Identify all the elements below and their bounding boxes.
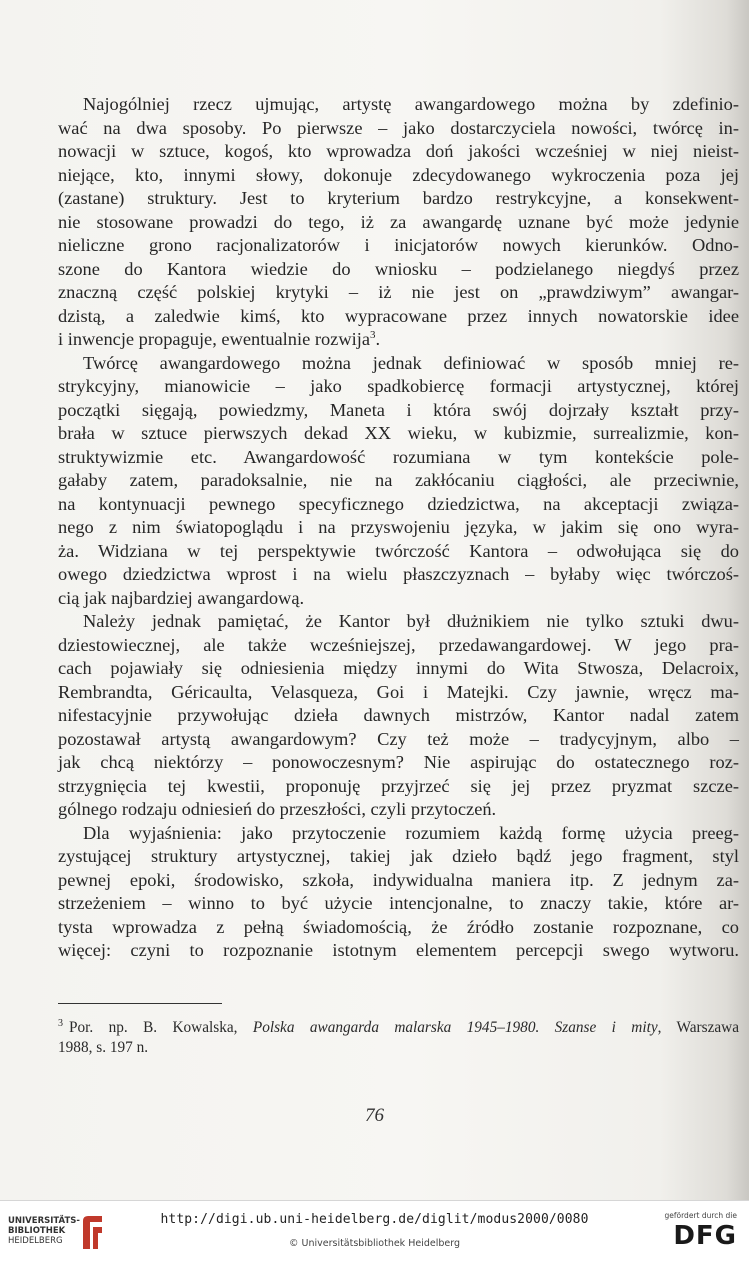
- text-line: pozostawał artystą awangardowym? Czy też może – tradycyjnym, albo –: [58, 728, 739, 749]
- permalink-url[interactable]: http://digi.ub.uni-heidelberg.de/diglit/modus2000/0080: [160, 1212, 589, 1227]
- page-number: 76: [365, 1105, 384, 1126]
- text-line: strzeżeniem – winno to być użycie intencjonalne, to znaczy takie, które ar-: [58, 893, 739, 913]
- text-line: strykcyjny, mianowicie – jako spadkobiercę formacji artystycznej, której: [58, 376, 739, 396]
- footnote-title: Polska awangarda malarska 1945–1980. Szanse i mity: [252, 1019, 658, 1036]
- text-line: struktywizmie etc. Awangardowość rozumiana w tym kontekście pole-: [58, 446, 739, 467]
- text-line: jak chcą niektórzy – ponowoczesnym? Nie aspirując do ostatecznego roz-: [58, 752, 739, 772]
- text-line: nowacji w sztuce, kogoś, kto wprowadza doń jakości wcześniej w niej nieist-: [58, 141, 739, 161]
- dfg-logo[interactable]: [657, 1209, 737, 1257]
- text-line: na kontynuacji pewnego specyficznego dziedzictwa, na akceptacji związa-: [58, 493, 739, 514]
- text-line: dziestowiecznej, ale także wcześniejszej, przedawangardowej. W jego pra-: [58, 634, 739, 655]
- text-line: tysta wprowadza z pełną świadomością, że źródło zostanie rozpoznane, co: [58, 916, 739, 937]
- text-line: Należy jednak pamiętać, że Kantor był dłużnikiem nie tylko sztuki dwu-: [83, 611, 739, 631]
- text-line: Dla wyjaśnienia: jako przytoczenie rozumiem każdą formę użycia preeg-: [83, 822, 739, 843]
- text-line: ża. Widziana w tej perspektywie twórczość Kantora – odwołująca się do: [58, 540, 739, 561]
- paragraph: [58, 352, 739, 611]
- text-line: gałaby zatem, paradoksalnie, nie na zakłócaniu ciągłości, ale przeciwnie,: [58, 470, 739, 490]
- text-line: strzygnięcia tej kwestii, proponuję przyjrzeć się jej przez pryzmat szcze-: [58, 775, 739, 796]
- copyright-notice: © Universitätsbibliothek Heidelberg: [288, 1238, 460, 1249]
- text-line: nego z nim światopoglądu i na przyswojeniu języka, w jakim się ono wyra-: [58, 517, 739, 537]
- text-line: (zastane) struktury. Jest to kryterium bardzo restrykcyjne, a konsekwent-: [58, 188, 739, 208]
- viewer-footer: [0, 1200, 749, 1261]
- text-line: nieliczne grono racjonalizatorów i inicjatorów nowych kierunków. Odno-: [58, 235, 739, 255]
- text-line: gólnego rodzaju odniesień do przeszłości, czyli przytoczeń.: [58, 799, 497, 819]
- body-text: [58, 93, 739, 963]
- ub-logo-line-2: BIBLIOTHEK: [8, 1226, 66, 1236]
- paragraph: [58, 93, 739, 352]
- footnote-line-1: [58, 1018, 739, 1038]
- text-line: i inwencje propaguje, ewentualnie rozwija$^3$.: [58, 328, 381, 349]
- text-line: zystującej struktury artystycznej, takiej jak dzieło bądź jego fragment, styl: [58, 846, 739, 866]
- text-line: więcej: czyni to rozpoznanie istotnym elementem percepcji swego wytworu.: [58, 940, 739, 960]
- footnote-prefix: Por. np. B. Kowalska,: [69, 1019, 253, 1036]
- dfg-caption: gefördert durch die: [664, 1211, 737, 1220]
- text-line: Rembrandta, Géricaulta, Velasqueza, Goi i Matejki. Czy jawnie, wręcz ma-: [58, 681, 739, 702]
- text-line: Twórcę awangardowego można jednak definiować w sposób mniej re-: [83, 352, 739, 373]
- text-line: dzistą, a zaledwie kimś, kto wypracowane przez innych nowatorskie idee: [58, 305, 739, 326]
- text-line: brała w sztuce pierwszych dekad XX wieku, w kubizmie, surrealizmie, kon-: [58, 423, 739, 443]
- ub-logo-line-3: HEIDELBERG: [8, 1236, 63, 1246]
- text-line: nie stosowane prowadzi do tego, iż za awangardę uznane być może jedynie: [58, 211, 739, 232]
- text-line: znaczną część polskiej krytyki – iż nie jest on „prawdziwym” awangar-: [58, 282, 739, 302]
- text-line: szone do Kantora wiedzie do wniosku – podzielanego niegdyś przez: [58, 258, 739, 279]
- text-line: cią jak najbardziej awangardową.: [58, 587, 305, 608]
- footnote: [58, 1018, 739, 1058]
- text-line: wać na dwa sposoby. Po pierwsze – jako dostarczyciela nowości, twórcę in-: [58, 117, 739, 138]
- footnote-divider: [58, 1003, 222, 1004]
- paragraph: [58, 610, 739, 822]
- footnote-suffix: , Warszawa: [657, 1019, 740, 1036]
- ub-logo-line-1: UNIVERSITÄTS-: [8, 1216, 80, 1226]
- text-line: Najogólniej rzecz ujmując, artystę awangardowego można by zdefinio-: [83, 94, 739, 114]
- sentence-end: .: [375, 329, 381, 349]
- dfg-wordmark: DFG: [673, 1221, 737, 1251]
- footnote-line-2: 1988, s. 197 n.: [58, 1039, 149, 1056]
- footnote-mark: 3: [58, 1017, 63, 1029]
- text-line: nifestacyjnie przywołując dzieła dawnych mistrzów, Kantor nadal zatem: [58, 705, 739, 725]
- footnote-reference[interactable]: 3: [370, 328, 376, 341]
- text-line: początki sięgają, powiedzmy, Maneta i która swój dojrzały kształt przy-: [58, 399, 739, 420]
- text-line: cach pojawiały się odniesienia między innymi do Wita Stwosza, Delacroix,: [58, 658, 739, 678]
- paragraph: [58, 822, 739, 963]
- text-line: owego dziedzictwa wprost i na wielu płaszczyznach – byłaby więc twórczoś-: [58, 564, 739, 584]
- text-line: niejące, kto, innymi słowy, dokonuje zdecydowanego wykroczenia poza jej: [58, 164, 739, 185]
- text-line: pewnej epoki, środowisko, szkoła, indywidualna maniera itp. Z jednym za-: [58, 869, 739, 890]
